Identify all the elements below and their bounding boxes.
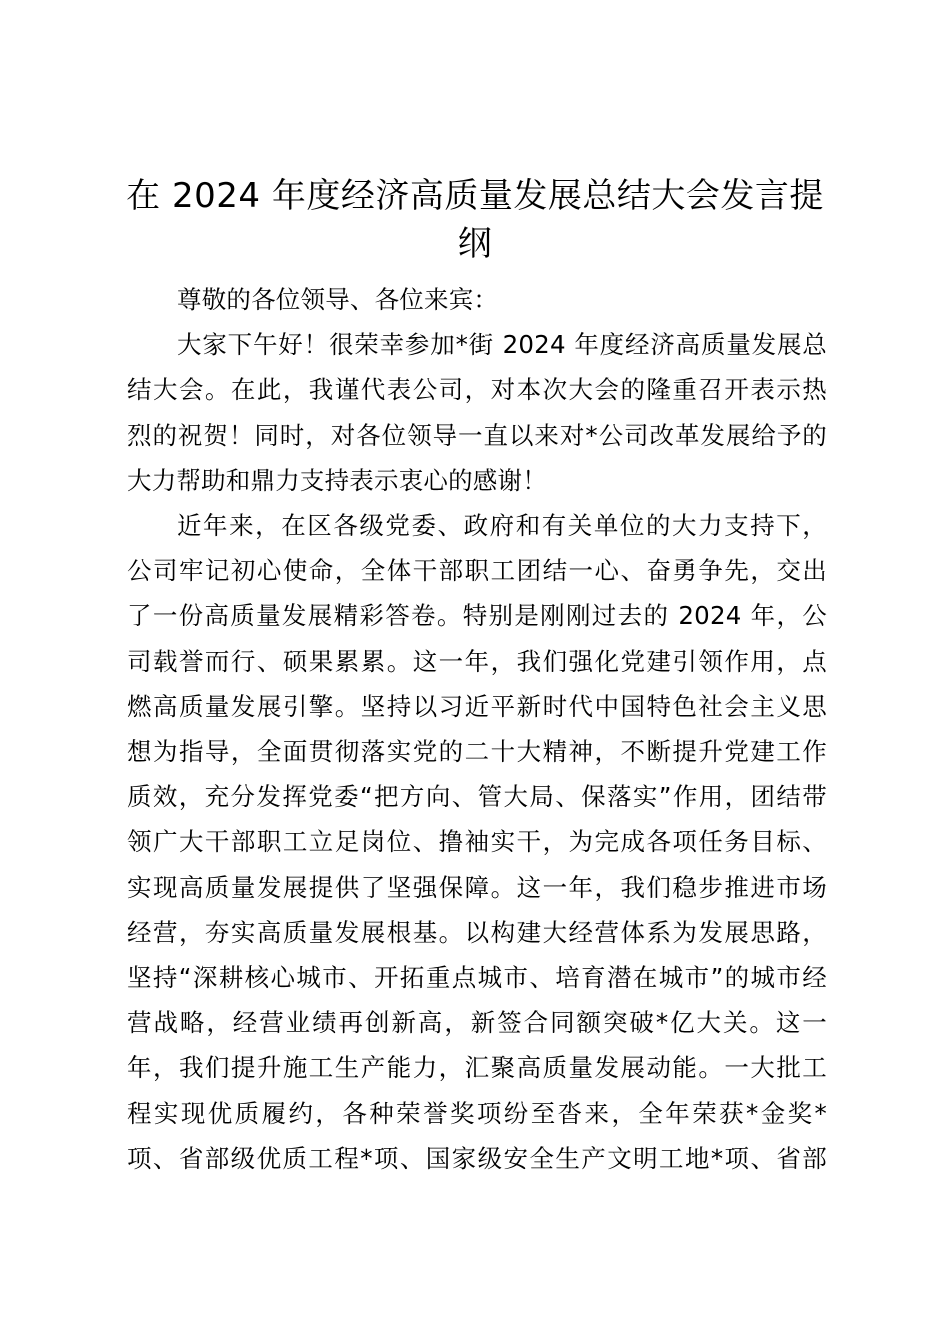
text-line: 烈的祝贺！同时，对各位领导一直以来对*公司改革发展给予的 (127, 420, 827, 450)
text-line: 尊敬的各位领导、各位来宾： (177, 285, 499, 314)
text-line: 坚持“深耕核心城市、开拓重点城市、培育潜在城市”的城市经 (127, 963, 827, 993)
text-line: 实现高质量发展提供了坚强保障。这一年，我们稳步推进市场 (127, 872, 827, 902)
text-line: 燃高质量发展引擎。坚持以习近平新时代中国特色社会主义思 (127, 691, 827, 721)
text-line: 大家下午好！很荣幸参加*街 2024 年度经济高质量发展总 (177, 330, 827, 360)
text-line: 结大会。在此，我谨代表公司，对本次大会的隆重召开表示热 (127, 375, 827, 405)
text-line: 想为指导，全面贯彻落实党的二十大精神，不断提升党建工作 (127, 737, 827, 767)
text-line: 近年来，在区各级党委、政府和有关单位的大力支持下， (177, 511, 827, 541)
text-line: 了一份高质量发展精彩答卷。特别是刚刚过去的 2024 年，公 (127, 601, 827, 631)
salutation-paragraph (127, 277, 827, 322)
text-line: 司载誉而行、硕果累累。这一年，我们强化党建引领作用，点 (127, 646, 827, 676)
achievements-paragraph (127, 503, 827, 1181)
document-body (127, 277, 827, 1181)
text-line: 营战略，经营业绩再创新高，新签合同额突破*亿大关。这一 (127, 1008, 827, 1038)
text-line: 项、省部级优质工程*项、国家级安全生产文明工地*项、省部 (127, 1143, 827, 1173)
text-line: 大力帮助和鼎力支持表示衷心的感谢！ (127, 465, 547, 495)
title-line: 纲 (457, 224, 493, 264)
text-line: 程实现优质履约，各种荣誉奖项纷至沓来，全年荣获*金奖* (127, 1098, 827, 1128)
text-line: 经营，夯实高质量发展根基。以构建大经营体系为发展思路， (127, 917, 827, 947)
text-line: 领广大干部职工立足岗位、撸袖实干，为完成各项任务目标、 (127, 827, 827, 857)
text-line: 质效，充分发挥党委“把方向、管大局、保落实”作用，团结带 (127, 782, 827, 812)
greeting-paragraph (127, 322, 827, 503)
text-line: 公司牢记初心使命，全体干部职工团结一心、奋勇争先，交出 (127, 556, 827, 586)
text-line: 年，我们提升施工生产能力，汇聚高质量发展动能。一大批工 (127, 1053, 827, 1083)
document-title (118, 172, 832, 268)
title-line: 在 2024 年度经济高质量发展总结大会发言提 (126, 176, 824, 216)
